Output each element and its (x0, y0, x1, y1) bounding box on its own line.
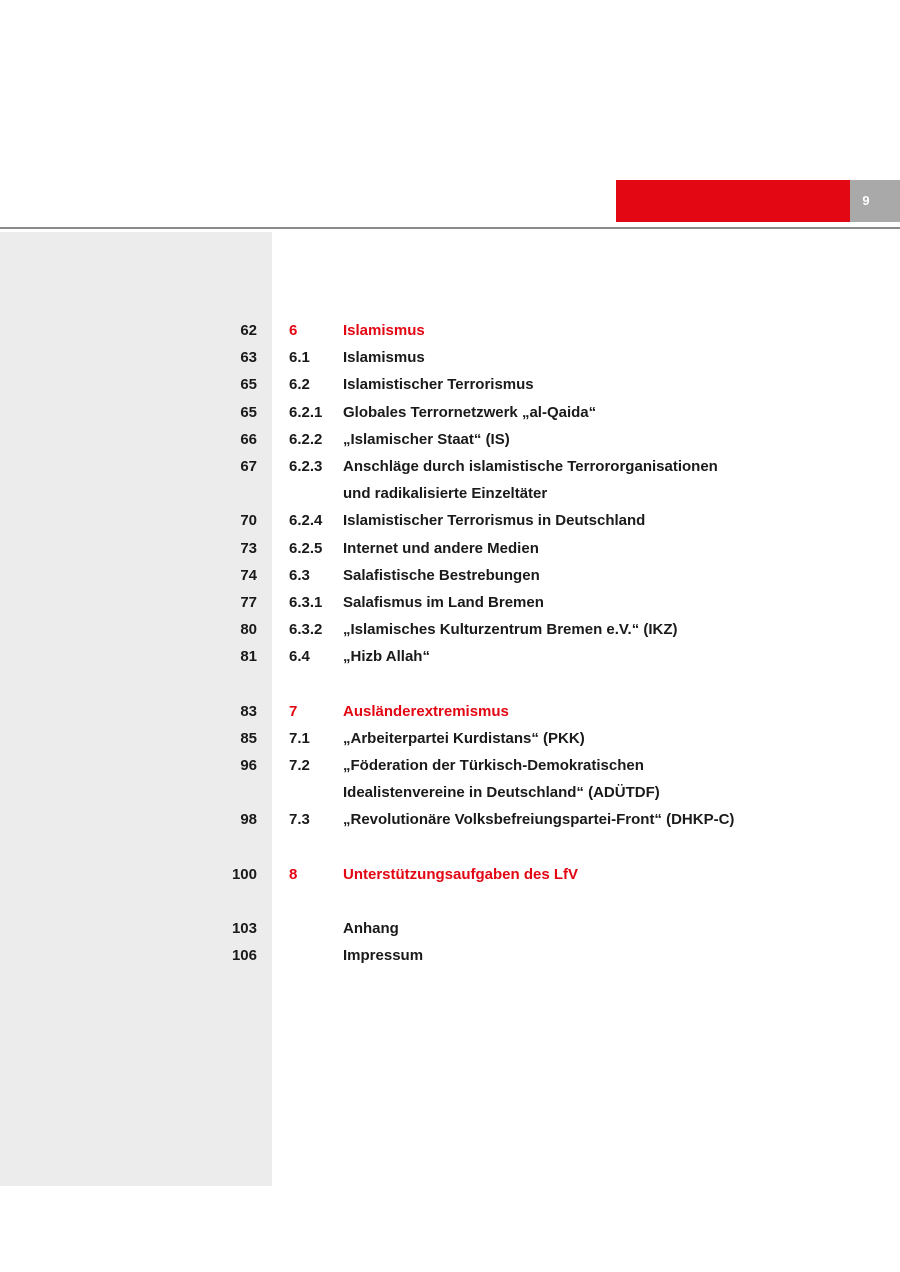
toc-page-number: 98 (240, 811, 257, 829)
toc-section-title: Islamismus (343, 349, 425, 367)
toc-section-number: 6.2.5 (289, 539, 323, 557)
toc-row[interactable] (0, 643, 900, 670)
toc-row[interactable] (0, 725, 900, 752)
toc-section-title: Anhang (343, 920, 399, 938)
toc-section-title: „Arbeiterpartei Kurdistans“ (PKK) (343, 729, 585, 747)
toc-page-number: 66 (240, 430, 257, 448)
toc-page-number: 63 (240, 349, 257, 367)
toc-row[interactable] (0, 616, 900, 643)
toc-section-number: 6.2.4 (289, 512, 323, 530)
toc-spacer (0, 834, 900, 861)
toc-page-number: 77 (240, 593, 257, 611)
toc-page-number: 85 (240, 729, 257, 747)
toc-page-number: 103 (231, 920, 257, 938)
toc-section-title: „Revolutionäre Volksbefreiungspartei-Front“ (DHKP-C) (343, 811, 735, 829)
toc-section-title: „Islamisches Kulturzentrum Bremen e.V.“ (IKZ) (343, 621, 678, 639)
toc-section-title: Unterstützungsaufgaben des LfV (343, 865, 579, 883)
toc-section-title: Anschläge durch islamistische Terrororganisationen (343, 457, 718, 475)
toc-page-number: 65 (240, 376, 257, 394)
toc-page-number: 67 (240, 457, 257, 475)
toc-section-number: 7.2 (289, 757, 310, 774)
toc-section-title: „Hizb Allah“ (343, 648, 430, 666)
toc-row[interactable] (0, 453, 900, 480)
toc-page-number: 80 (240, 621, 257, 639)
toc-section-title: Salafistische Bestrebungen (343, 566, 540, 584)
toc-section-number: 8 (289, 865, 298, 883)
toc-section-title: Globales Terrornetzwerk „al-Qaida“ (343, 403, 597, 421)
table-of-contents (0, 317, 900, 970)
toc-section-title: „Föderation der Türkisch-Demokratischen (343, 757, 644, 774)
toc-spacer (0, 670, 900, 697)
toc-row[interactable] (0, 507, 900, 534)
toc-section-title: und radikalisierte Einzeltäter (343, 485, 548, 503)
toc-section-number: 6.4 (289, 648, 310, 666)
toc-chapter-row[interactable] (0, 317, 900, 344)
toc-row[interactable] (0, 779, 900, 806)
page-number: 9 (862, 193, 870, 208)
toc-section-number: 6.2.3 (289, 457, 323, 475)
toc-section-number: 6.3 (289, 566, 310, 584)
toc-section-title: Islamistischer Terrorismus (343, 376, 534, 394)
toc-row[interactable] (0, 562, 900, 589)
toc-section-title: Salafismus im Land Bremen (343, 593, 544, 611)
toc-section-number: 6.2 (289, 376, 310, 394)
toc-section-number: 7.3 (289, 811, 310, 829)
toc-row[interactable] (0, 399, 900, 426)
toc-page-number: 100 (231, 865, 257, 883)
toc-section-title: Idealistenvereine in Deutschland“ (ADÜTDF) (343, 784, 660, 802)
toc-row[interactable] (0, 589, 900, 616)
toc-row[interactable] (0, 915, 900, 942)
toc-section-title: Impressum (343, 947, 424, 965)
toc-page-number: 65 (240, 403, 257, 421)
toc-row[interactable] (0, 752, 900, 779)
toc-section-number: 6 (289, 322, 298, 339)
toc-section-title: Ausländerextremismus (343, 702, 509, 720)
toc-page-number: 81 (240, 648, 257, 666)
toc-chapter-row[interactable] (0, 861, 900, 888)
toc-section-number: 6.1 (289, 349, 310, 367)
header-accent-bar (616, 180, 850, 222)
toc-section-title: „Islamischer Staat“ (IS) (343, 430, 510, 448)
toc-chapter-row[interactable] (0, 698, 900, 725)
toc-page-number: 73 (240, 539, 257, 557)
toc-page-number: 83 (240, 702, 257, 720)
toc-section-title: Islamismus (343, 322, 425, 339)
toc-row[interactable] (0, 942, 900, 969)
header-rule (0, 227, 900, 229)
toc-row[interactable] (0, 806, 900, 833)
toc-page-number: 106 (231, 947, 257, 965)
toc-row[interactable] (0, 480, 900, 507)
toc-section-title: Islamistischer Terrorismus in Deutschland (343, 512, 646, 530)
toc-section-number: 7 (289, 702, 298, 720)
toc-section-number: 6.3.1 (289, 593, 323, 611)
toc-row[interactable] (0, 371, 900, 398)
toc-row[interactable] (0, 426, 900, 453)
toc-row[interactable] (0, 344, 900, 371)
toc-page-number: 62 (240, 322, 257, 339)
toc-section-number: 6.2.2 (289, 430, 323, 448)
toc-page-number: 74 (240, 566, 257, 584)
toc-section-title: Internet und andere Medien (343, 539, 539, 557)
page-number-tab (850, 180, 900, 222)
toc-section-number: 6.2.1 (289, 403, 323, 421)
toc-page-number: 96 (240, 757, 257, 774)
toc-section-number: 6.3.2 (289, 621, 323, 639)
toc-row[interactable] (0, 535, 900, 562)
toc-section-number: 7.1 (289, 729, 310, 747)
toc-page-number: 70 (240, 512, 257, 530)
toc-spacer (0, 888, 900, 915)
